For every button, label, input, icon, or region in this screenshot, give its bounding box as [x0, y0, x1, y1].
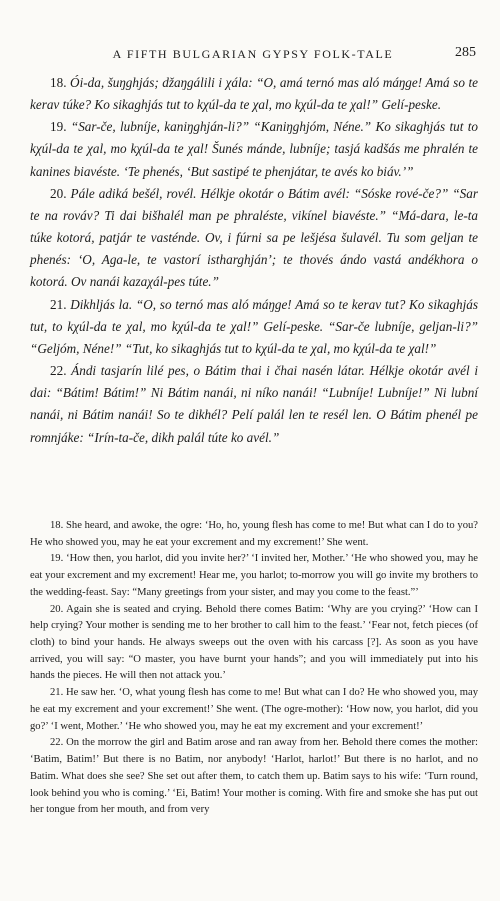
paragraph-number: 22.	[50, 737, 64, 749]
running-title: A FIFTH BULGARIAN GYPSY FOLK-TALE	[112, 47, 394, 61]
paragraph-number: 22.	[50, 363, 67, 379]
english-paragraph-22	[30, 735, 478, 819]
gypsy-text-block	[30, 72, 478, 449]
gypsy-paragraph-text: Pále adiká bešél, rovél. Hélkje okotár o Bátim avél: “Sóske rové-če?” “Sar te na rováv? Ti dai bišhalél man pe phraléste, vikínel biavéste.” “Má-dara, le-ta túke kotorá, patjár te vasténde. Ov, i fúrni sa pe lešjésa šulavél. Tu som geljan te phenés: ‘O, Aga-le, te vastorí istharghján’; te thovés ándo vastá andékhora o kotorá. Ov nanái kazaχál-pes túte.”	[30, 185, 478, 290]
gypsy-paragraph-text: Ándi tasjarín lilé pes, o Bátim thai i čhai nasén látar. Hélkje okotár avél i dai: “Bátim! Bátim!” Ni Bátim nanái, ni níko nanái! “Lubníje! Lubníje!” Ni lubní nanái, ni Bátim nanái! So te dikhél? Pelí palál len te resél len. O Bátim phenél pe romnjáke: “Irín-ta-če, dikh palál túte ko avél.”	[30, 363, 478, 445]
english-paragraph-text: ‘How then, you harlot, did you invite her?’ ‘I invited her, Mother.’ ‘He who showed you, may he eat your excrement and my excrement! Hear me, you harlot; to-morrow you will go invite my brothers to the wedding-feast. Say: “Many greetings from your sister, and may you come to the feast.”’	[30, 553, 478, 598]
english-paragraph-text: She heard, and awoke, the ogre: ‘Ho, ho, young flesh has come to me! But what can I do to you? He who showed you, may he eat your excrement and my excrement!’ She went.	[30, 520, 478, 548]
gypsy-paragraph-text: Ói-da, šuŋghjás; džaŋgálili i χála: “O, amá ternó mas aló máŋge! Amá so te kerav túke? Ko sikaghjás tut to kχúl-da te χal, mo kχúl-da te χal!” Gelí-peske.	[30, 75, 478, 113]
english-paragraph-20	[30, 602, 478, 686]
paragraph-number: 18.	[50, 520, 64, 531]
english-paragraph-text: He saw her. ‘O, what young flesh has come to me! But what can I do? He who showed you, may he eat my excrement and your excrement!’ She went. (The ogre-mother): ‘How now, you harlot, did you go?’ ‘I went, Mother.’ ‘He who showed you, may he eat my excrement and your excrement!’	[30, 687, 478, 732]
gypsy-paragraph-22	[30, 360, 478, 449]
gypsy-paragraph-21	[30, 294, 478, 360]
paragraph-number: 20.	[50, 603, 64, 615]
paragraph-number: 21.	[50, 687, 64, 699]
gypsy-paragraph-20	[30, 183, 478, 294]
english-translation-block	[30, 518, 478, 819]
english-paragraph-text: On the morrow the girl and Batim arose and ran away from her. Behold there comes the mother: ‘Batim, Batim!’ But there is no Batim, nor anybody! ‘Harlot, harlot!’ But there is no harlot, and no Batim. What does she see? She set out after them, to catch them up. Batim says to his wife: ‘Turn round, look behind you who is coming.’ ‘Ei, Batim! Your mother is coming. With fire and smoke she has put out her tongue from her mouth, and from very	[30, 737, 478, 816]
running-head	[30, 47, 476, 63]
english-paragraph-18	[30, 518, 478, 551]
gypsy-paragraph-text: “Sar-če, lubníje, kaniŋghján-li?” “Kaniŋghjóm, Néne.” Ko sikaghjás tut to kχúl-da te χal, mo kχúl-da te χal! Šunés mánde, lubníje; tasjá kadšás me phralén te kanines biavéste. ‘Te phenés, ‘But sastipé te phenjátar, te avés ko biáv.’”	[30, 119, 478, 179]
paragraph-number: 19.	[50, 553, 64, 565]
paragraph-number: 19.	[50, 119, 67, 135]
page-number: 285	[455, 45, 476, 60]
gypsy-paragraph-text: Dikhljás la. “O, so ternó mas aló máŋge! Amá so te kerav tut? Ko sikaghjás tut, to kχúl-da te χal, mo kχúl-da te χal!” Gelí-peske. “Sar-če lubníje, geljan-li?” “Geljóm, Néne!” “Tut, ko sikaghjás tut to kχúl-da te χal, mo kχúl-da te χal!”	[30, 296, 479, 356]
english-paragraph-text: Again she is seated and crying. Behold there comes Batim: ‘Why are you crying?’ ‘How can I help crying? Your mother is sending me to her brother to call him to the feast.’ ‘Fear not, fetch pieces (of cloth) to bind your hands. He always sweeps out the oven with his carcass [?]. As soon as you have arrived, you will say: “O master, you have burnt your hands”; and you will immediately put into his hands the pieces. He will then not attack you.’	[30, 603, 478, 682]
gypsy-paragraph-19	[30, 116, 478, 182]
paragraph-number: 21.	[50, 296, 67, 312]
gypsy-paragraph-18	[30, 72, 478, 116]
english-paragraph-21	[30, 685, 478, 735]
paragraph-number: 18.	[50, 75, 67, 90]
english-paragraph-19	[30, 551, 478, 601]
paragraph-number: 20.	[50, 185, 67, 201]
